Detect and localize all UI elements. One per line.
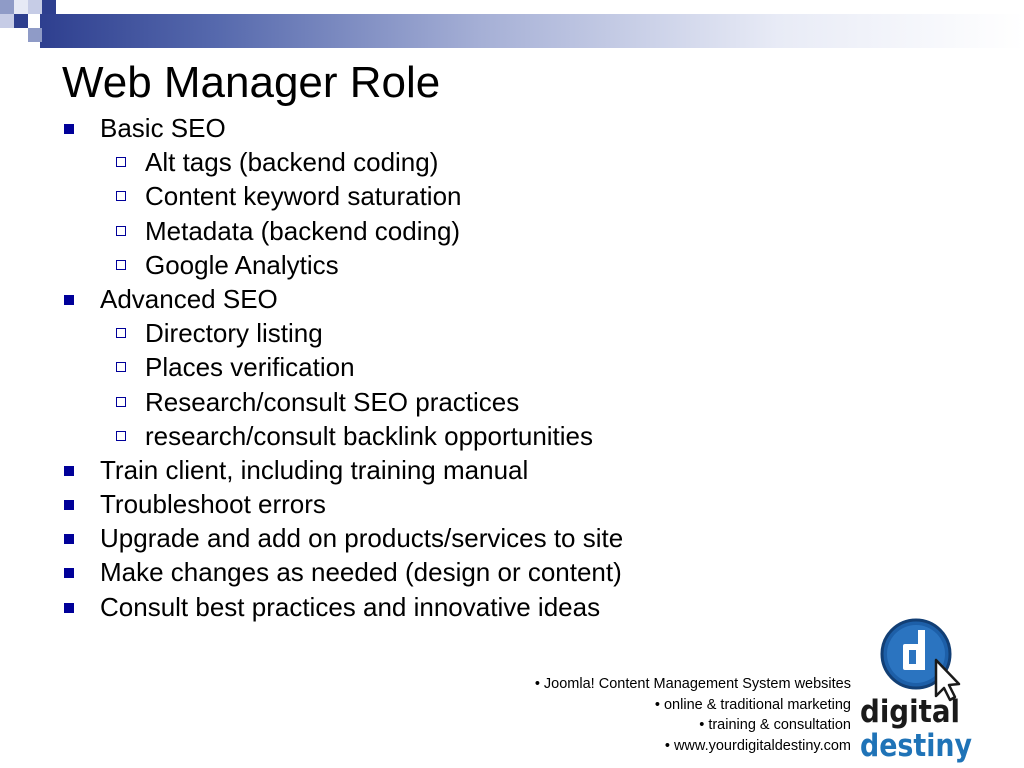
bullet-item [0,111,1024,145]
hollow-square-bullet-icon [116,226,126,236]
square-bullet-icon [64,124,74,134]
bullet-text: Troubleshoot errors [100,489,326,520]
header-gradient-bar [40,14,1024,48]
hollow-square-bullet-icon [116,328,126,338]
decor-square [28,0,42,14]
bullet-text: research/consult backlink opportunities [145,420,594,451]
bullet-list [0,111,1024,624]
sub-bullet-item [0,145,1024,179]
bullet-text: Upgrade and add on products/services to site [100,523,624,554]
bullet-text: Consult best practices and innovative ideas [100,591,601,622]
hollow-square-bullet-icon [116,397,126,407]
bullet-item [0,453,1024,487]
square-bullet-icon [64,603,74,613]
footer-line: • online & traditional marketing [654,696,851,713]
slide-title: Web Manager Role [62,58,441,107]
logo-wordmark-line2: destiny [860,728,972,764]
digital-destiny-logo [858,618,976,764]
sub-bullet-item [0,248,1024,282]
decor-square [14,14,28,28]
decor-square [28,28,42,42]
decor-square [56,0,74,14]
square-bullet-icon [64,466,74,476]
square-bullet-icon [64,534,74,544]
decor-square [14,0,28,14]
footer-link[interactable]: • www.yourdigitaldestiny.com [664,737,851,754]
sub-bullet-item [0,179,1024,213]
bullet-text: Directory listing [145,318,323,349]
sub-bullet-item [0,350,1024,384]
bullet-text: Basic SEO [100,113,226,143]
decor-square [0,14,14,28]
decor-square [0,0,14,14]
sub-bullet-item [0,385,1024,419]
bullet-item [0,555,1024,589]
bullet-text: Alt tags (backend coding) [145,147,439,178]
hollow-square-bullet-icon [116,260,126,270]
footer-line: • training & consultation [699,717,851,733]
bullet-text: Advanced SEO [100,283,278,314]
sub-bullet-item [0,214,1024,248]
bullet-text: Places verification [145,352,355,383]
footer-line: • Joomla! Content Management System websites [534,676,851,692]
square-bullet-icon [64,500,74,510]
decor-square [42,0,56,14]
hollow-square-bullet-icon [116,362,126,372]
sub-bullet-item [0,316,1024,350]
hollow-square-bullet-icon [116,157,126,167]
footer-services [535,674,851,756]
bullet-text: Content keyword saturation [145,181,462,212]
header-decoration-band [0,0,1024,52]
bullet-text: Research/consult SEO practices [145,386,520,417]
bullet-item [0,521,1024,555]
bullet-item [0,487,1024,521]
hollow-square-bullet-icon [116,191,126,201]
square-bullet-icon [64,568,74,578]
bullet-item [0,282,1024,316]
bullet-text: Train client, including training manual [100,454,529,485]
bullet-text: Google Analytics [145,249,339,280]
logo-wordmark-line1: digital [860,694,960,730]
hollow-square-bullet-icon [116,431,126,441]
sub-bullet-item [0,419,1024,453]
bullet-text: Metadata (backend coding) [145,215,461,246]
square-bullet-icon [64,295,74,305]
bullet-text: Make changes as needed (design or content) [100,557,622,588]
